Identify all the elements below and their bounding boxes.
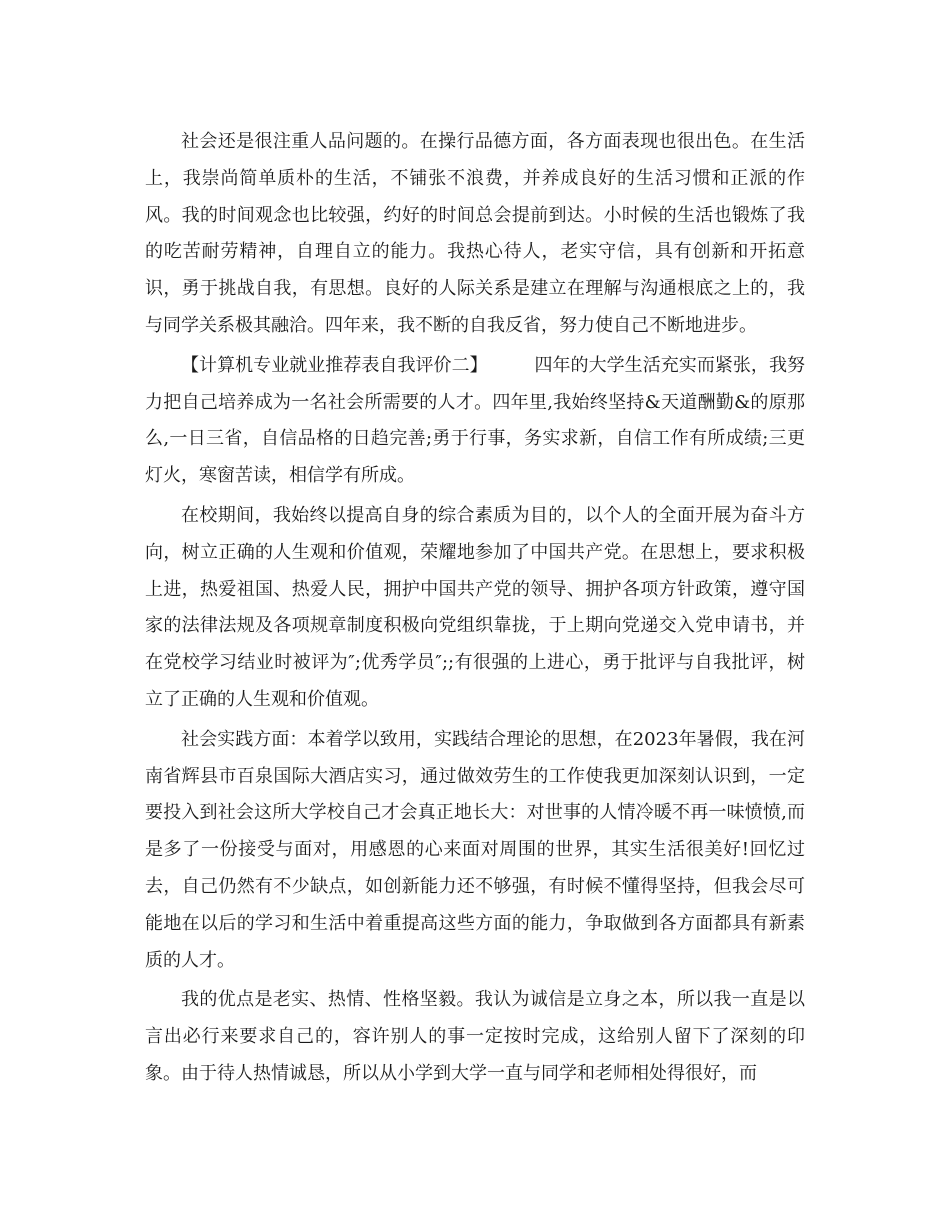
- paragraph-5: 我的优点是老实、热情、性格坚毅。我认为诚信是立身之本，所以我一直是以言出必行来要求自己的，容许别人的事一定按时完成，这给别人留下了深刻的印象。由于待人热情诚恳，所以从小学到大学一直与同学和老师相处得很好，而: [145, 989, 805, 1084]
- section-heading: 【计算机专业就业推荐表自我评价二】: [181, 354, 488, 376]
- document-body: [145, 124, 805, 1096]
- paragraph-2: [145, 348, 805, 495]
- paragraph-3: 在校期间，我始终以提高自身的综合素质为目的，以个人的全面开展为奋斗方向，树立正确的人生观和价值观，荣耀地参加了中国共产党。在思想上，要求积极上进，热爱祖国、热爱人民，拥护中国共产党的领导、拥护各项方针政策，遵守国家的法律法规及各项规章制度积极向党组织靠拢，于上期向党递交入党申请书，并在党校学习结业时被评为″;优秀学员″;;有很强的上进心，勇于批评与自我批评，树立了正确的人生观和价值观。: [145, 504, 805, 710]
- paragraph-1: 社会还是很注重人品问题的。在操行品德方面，各方面表现也很出色。在生活上，我崇尚简单质朴的生活，不铺张不浪费，并养成良好的生活习惯和正派的作风。我的时间观念也比较强，约好的时间总会提前到达。小时候的生活也锻炼了我的吃苦耐劳精神，自理自立的能力。我热心待人，老实守信，具有创新和开拓意识，勇于挑战自我，有思想。良好的人际关系是建立在理解与沟通根底之上的，我与同学关系极其融洽。四年来，我不断的自我反省，努力使自己不断地进步。: [145, 131, 805, 336]
- paragraph-4: 社会实践方面：本着学以致用，实践结合理论的思想，在2023年暑假，我在河南省辉县市百泉国际大酒店实习，通过做效劳生的工作使我更加深刻认识到，一定要投入到社会这所大学校自己才会真正地长大：对世事的人情冷暖不再一味愤愤,而是多了一份接受与面对，用感恩的心来面对周围的世界，其实生活很美好!回忆过去，自己仍然有不少缺点，如创新能力还不够强，有时候不懂得坚持，但我会尽可能地在以后的学习和生活中着重提高这些方面的能力，争取做到各方面都具有新素质的人才。: [145, 728, 805, 971]
- paragraph-2-text: 四年的大学生活充实而紧张，我努力把自己培养成为一名社会所需要的人才。四年里,我始终坚持&天道酬勤&的原那么,一日三省，自信品格的日趋完善;勇于行事，务实求新，自信工作有所成绩;三更灯火，寒窗苦读，相信学有所成。: [145, 354, 806, 487]
